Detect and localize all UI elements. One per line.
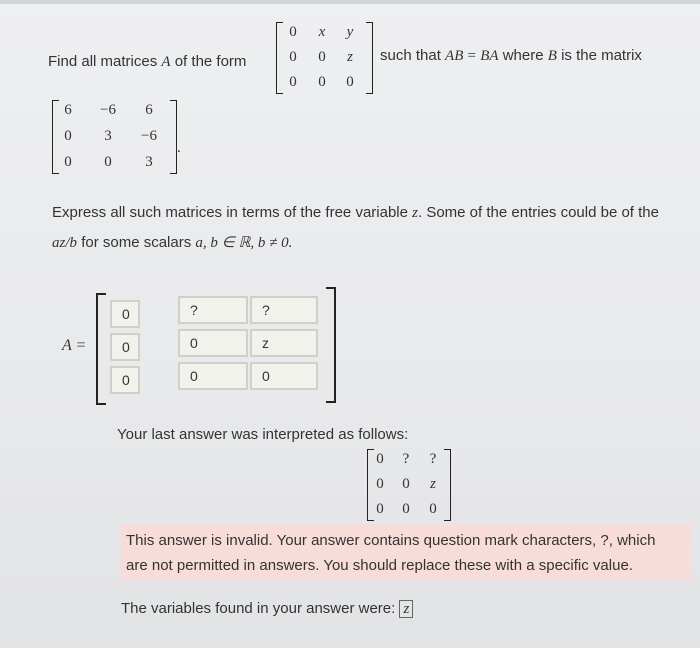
matrix-cell: 3 [145,154,153,170]
matrix-cell: 0 [402,476,410,492]
matrix-cell: 6 [64,102,72,118]
answer-bracket-right [326,287,336,403]
answer-bracket-left [96,293,106,405]
input-value: 0 [190,335,198,351]
matrix-cell: −6 [141,128,157,144]
find-text: Find all matrices [48,53,158,70]
where-text: where [502,47,544,64]
variable-z-chip: z [399,600,413,618]
answer-input-r1c3[interactable] [250,296,318,324]
bracket-right [444,449,451,521]
of-form-text: of the form [174,53,247,70]
bracket-right [170,100,177,174]
matrix-cell: 0 [289,74,297,90]
express-text: Express all such matrices in terms of the free variable [52,204,408,221]
matrix-cell: 0 [64,154,72,170]
variables-found [121,600,413,618]
express-rest: for some scalars [81,234,192,251]
express-text-b: . Some of the entries could be of the [418,204,659,221]
matrix-cell: 0 [289,24,297,40]
input-value: z [262,335,269,351]
input-value: 0 [190,368,198,384]
such-that: such that [380,47,441,64]
answer-input-r3c3[interactable] [250,362,318,390]
matrix-cell: 0 [376,476,384,492]
variables-text: The variables found in your answer were: [121,600,396,617]
invalid-line-2: are not permitted in answers. You should replace these with a specific value. [126,557,633,574]
input-value: 0 [122,306,130,322]
input-value: 0 [122,372,130,388]
answer-input-r1c2[interactable] [178,296,248,324]
expr-AB: AB [445,48,464,64]
matrix-cell: 0 [346,74,354,90]
var-B: B [547,48,557,64]
answer-input-r3c2[interactable] [178,362,248,390]
matrix-cell: 6 [145,102,153,118]
matrix-cell: z [430,476,436,492]
interpreted-text: Your last answer was interpreted as follows: [117,426,409,443]
answer-input-r3c1[interactable] [110,366,140,394]
expr-BA: BA [480,48,499,64]
answer-input-r1c1[interactable] [110,300,140,328]
matrix-cell: 0 [318,49,326,65]
answer-input-r2c1[interactable] [110,333,140,361]
top-border [0,0,700,4]
matrix-cell: −6 [100,102,116,118]
matrix-cell: y [346,24,354,40]
is-matrix-text: is the matrix [561,47,642,64]
express-line-2 [52,233,292,252]
input-value: 0 [262,368,270,384]
matrix-cell: 0 [289,49,297,65]
scalar-conditions: a, b ∈ ℝ, b ≠ 0. [195,235,293,251]
question-intro [48,53,246,71]
express-line-1 [52,204,659,222]
var-A: A [161,54,171,70]
matrix-cell: 0 [104,154,112,170]
matrix-cell: 0 [318,74,326,90]
var-z: z [412,205,418,221]
such-that-text [380,47,642,65]
matrix-cell: ? [429,451,437,467]
answer-input-r2c2[interactable] [178,329,248,357]
matrix-cell: 0 [64,128,72,144]
answer-input-r2c3[interactable] [250,329,318,357]
matrix-cell: 0 [376,501,384,517]
input-value: 0 [122,339,130,355]
period: . [177,140,181,156]
matrix-cell: ? [402,451,410,467]
matrix-cell: x [318,24,326,40]
matrix-cell: 0 [429,501,437,517]
input-value: ? [262,302,270,318]
equals-sign: = [467,48,477,64]
input-value: ? [190,302,198,318]
answer-label: A = [62,337,87,354]
invalid-answer-alert [121,524,692,580]
invalid-line-1: This answer is invalid. Your answer contains question mark characters, ?, which [126,532,656,549]
matrix-cell: 3 [104,128,112,144]
matrix-cell: 0 [402,501,410,517]
matrix-cell: 0 [376,451,384,467]
expr-az-over-b: az/b [52,235,78,251]
bracket-right [366,22,373,94]
matrix-cell: z [347,49,353,65]
